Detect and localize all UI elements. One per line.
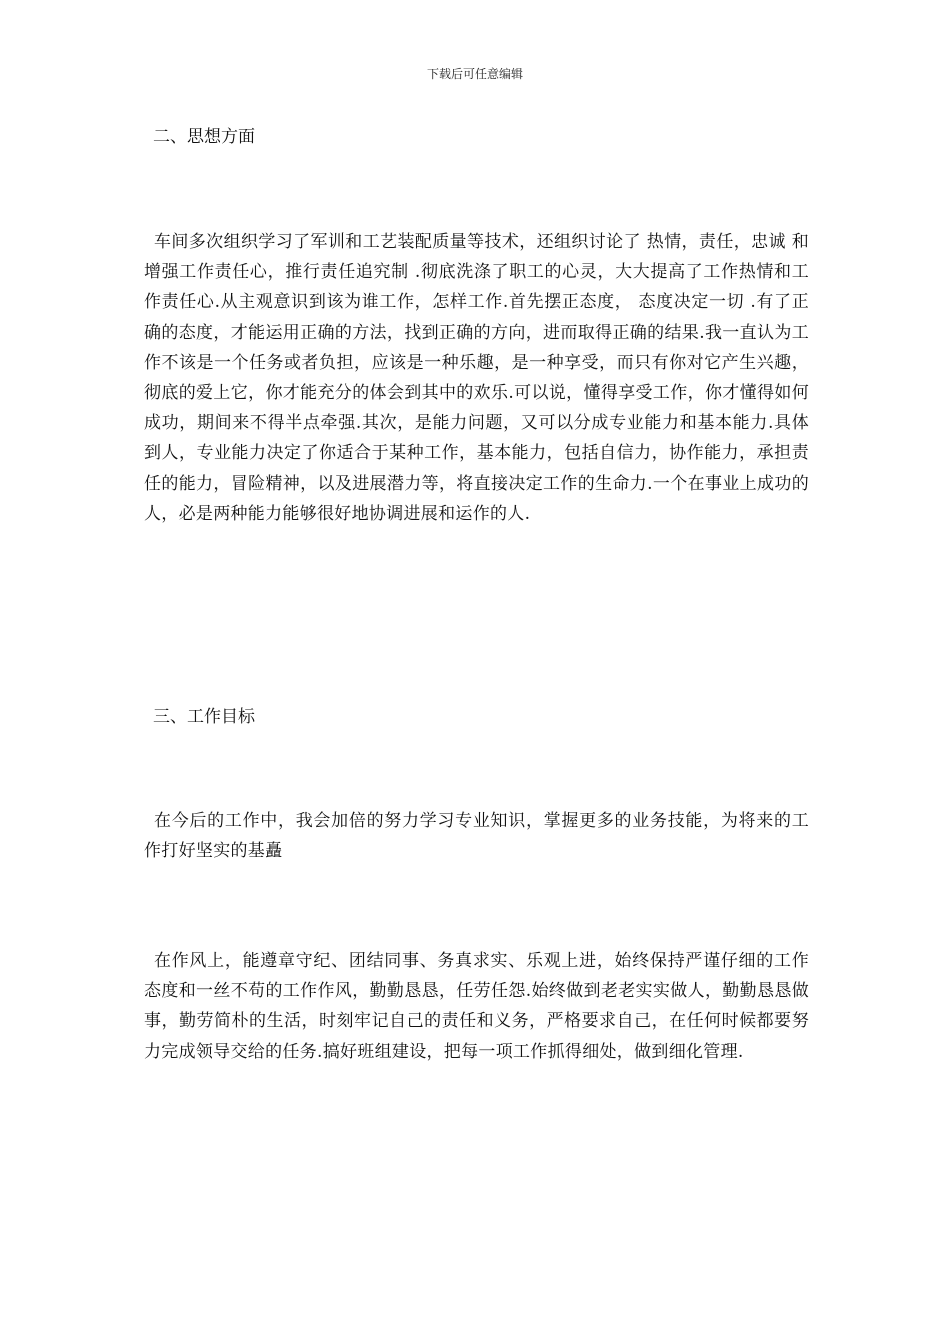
page-header-note: 下载后可任意编辑	[426, 67, 523, 81]
section-paragraph-goals-1: 在今后的工作中，我会加倍的努力学习专业知识，掌握更多的业务技能，为将来的工作打好坚实的基矗	[144, 811, 809, 862]
section-heading-goals: 三、工作目标	[153, 707, 255, 727]
section-paragraph-thought: 车间多次组织学习了军训和工艺装配质量等技术，还组织讨论了 热情，责任，忠诚 和 增强工作责任心，推行责任追究制 .彻底洗涤了职工的心灵，大大提高了工作热情和工作责任心.从主观意识到该为谁工作，怎样工作.首先摆正态度， 态度决定一切 .有了正确的态度，才能运用正确的方法，找到正确的方向，进而取得正确的结果.我一直认为工作不该是一个任务或者负担，应该是一种乐趣，是一种享受，而只有你对它产生兴趣，彻底的爱上它，你才能充分的体会到其中的欢乐.可以说，懂得享受工作，你才懂得如何成功，期间来不得半点牵强.其次，是能力问题，又可以分成专业能力和基本能力.具体到人，专业能力决定了你适合于某种工作，基本能力，包括自信力，协作能力，承担责任的能力，冒险精神，以及进展潜力等，将直接决定工作的生命力.一个在事业上成功的人，必是两种能力能够很好地协调进展和运作的人.	[144, 232, 809, 524]
section-paragraph-goals-2: 在作风上，能遵章守纪、团结同事、务真求实、乐观上进，始终保持严谨仔细的工作态度和一丝不苟的工作作风，勤勤恳恳，任劳任怨.始终做到老老实实做人，勤勤恳恳做事，勤劳简朴的生活，时刻牢记自己的责任和义务，严格要求自己，在任何时候都要努力完成领导交给的任务.搞好班组建设，把每一项工作抓得细处，做到细化管理.	[144, 951, 809, 1062]
section-heading-thought: 二、思想方面	[153, 127, 255, 147]
